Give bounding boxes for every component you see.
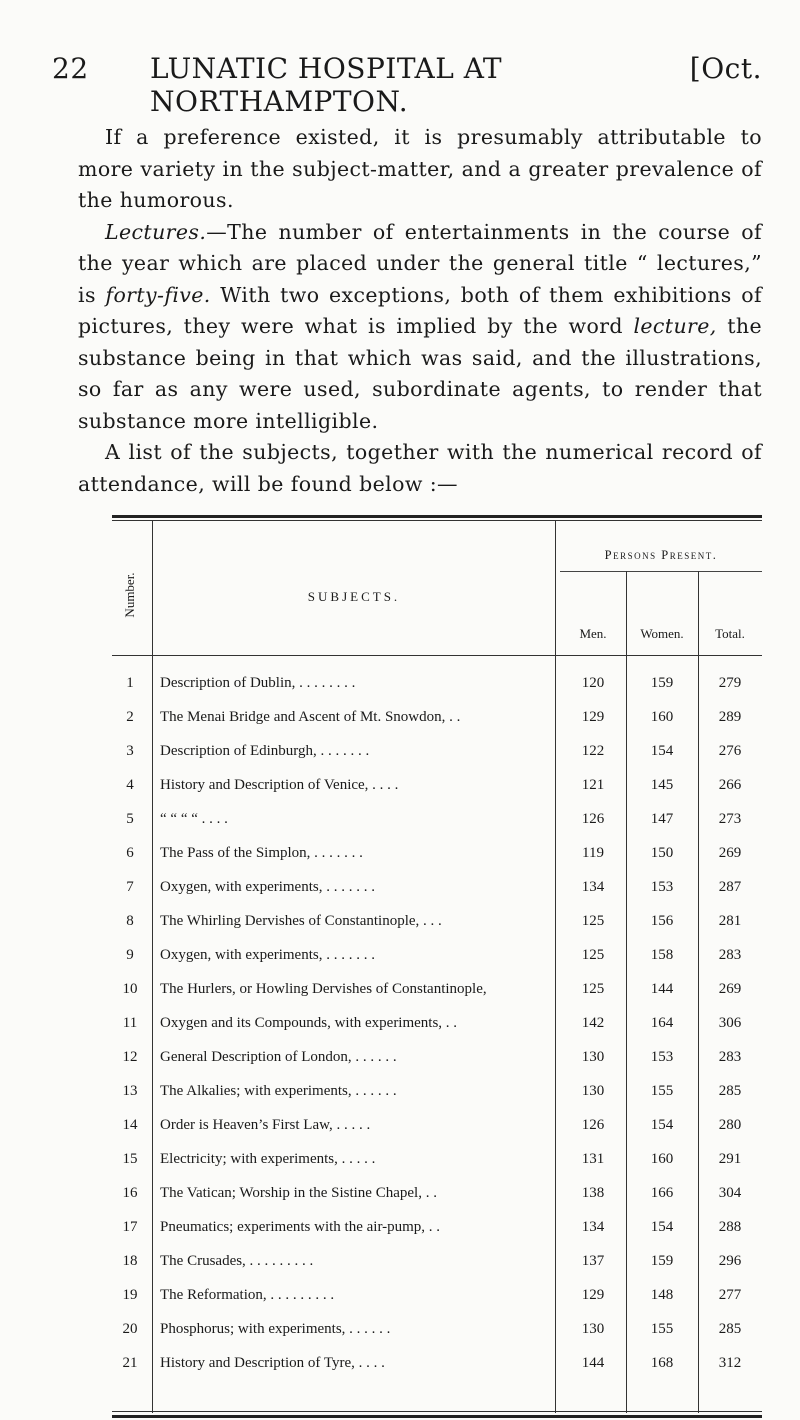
- row-women: 154: [650, 743, 674, 759]
- row-number: 4: [126, 777, 134, 793]
- row-women: 153: [650, 1049, 674, 1065]
- row-women: 160: [650, 709, 674, 725]
- persons-present-header: Persons Present.: [604, 548, 718, 562]
- row-number: 12: [122, 1049, 138, 1065]
- row-men: 138: [581, 1185, 605, 1201]
- row-subject: The Pass of the Simplon, . . . . . . .: [160, 845, 363, 861]
- row-total: 269: [718, 845, 742, 861]
- page-header: [52, 52, 762, 118]
- men-column-header: Men.: [579, 626, 607, 641]
- row-number: 21: [122, 1355, 138, 1371]
- row-number: 18: [122, 1253, 138, 1269]
- lectures-text-b: With two exceptions, both of them exhibitions of pictures, they were what is implied by the word: [78, 282, 763, 338]
- row-total: 279: [718, 675, 742, 691]
- row-women: 154: [650, 1117, 674, 1133]
- paragraph-preference: If a preference existed, it is presumably attributable to more variety in the subject-matter, and a greater prevalence of the humorous.: [78, 125, 762, 212]
- table-row: [112, 769, 762, 803]
- row-number: 1: [126, 675, 134, 691]
- row-women: 153: [650, 879, 674, 895]
- row-women: 148: [650, 1287, 674, 1303]
- row-men: 129: [581, 709, 605, 725]
- lecture-word: lecture,: [633, 314, 717, 338]
- row-subject: Description of Edinburgh, . . . . . . .: [160, 743, 370, 759]
- women-column-header: Women.: [640, 626, 684, 641]
- table-row: [112, 1211, 762, 1245]
- row-women: 154: [650, 1219, 674, 1235]
- row-number: 20: [122, 1321, 138, 1337]
- row-men: 137: [581, 1253, 605, 1269]
- subjects-column-header: SUBJECTS.: [307, 589, 401, 604]
- row-number: 10: [122, 981, 138, 997]
- row-subject: Order is Heaven’s First Law, . . . . .: [160, 1117, 371, 1133]
- row-men: 129: [581, 1287, 605, 1303]
- row-men: 142: [581, 1015, 605, 1031]
- lectures-heading: Lectures.: [105, 219, 207, 244]
- table-bottom-rule: [112, 1415, 762, 1418]
- row-men: 125: [581, 981, 605, 997]
- table-row: [112, 701, 762, 735]
- row-number: 5: [126, 811, 134, 827]
- page-number: 22: [52, 52, 89, 85]
- row-total: 269: [718, 981, 742, 997]
- table-bottom-rule-thin: [112, 1411, 762, 1412]
- table-row: [112, 1347, 762, 1381]
- row-men: 120: [581, 675, 605, 691]
- row-total: 276: [718, 743, 742, 759]
- row-men: 125: [581, 913, 605, 929]
- table-row: [112, 973, 762, 1007]
- running-month: [Oct.: [689, 52, 762, 85]
- paragraph-list-intro: A list of the subjects, together with the numerical record of attendance, will be found below :—: [78, 440, 762, 496]
- table-top-rule: [112, 515, 762, 518]
- table-row: [112, 803, 762, 837]
- row-men: 130: [581, 1049, 605, 1065]
- row-total: 304: [718, 1185, 742, 1201]
- row-men: 121: [581, 777, 605, 793]
- row-subject: History and Description of Venice, . . . .: [160, 777, 399, 793]
- row-men: 122: [581, 743, 605, 759]
- row-subject: The Alkalies; with experiments, . . . . . .: [160, 1083, 397, 1099]
- lectures-count: forty-five.: [105, 282, 211, 307]
- row-total: 283: [718, 947, 742, 963]
- row-women: 145: [650, 777, 674, 793]
- row-total: 291: [718, 1151, 742, 1167]
- number-header-label: Number.: [122, 572, 137, 618]
- row-subject: Pneumatics; experiments with the air-pump, . .: [160, 1219, 441, 1235]
- running-title: LUNATIC HOSPITAL AT NORTHAMPTON.: [150, 52, 503, 118]
- row-number: 9: [126, 947, 134, 963]
- row-total: 281: [718, 913, 742, 929]
- row-subject: Oxygen, with experiments, . . . . . . .: [160, 947, 375, 963]
- row-number: 3: [126, 743, 134, 759]
- row-women: 156: [650, 913, 674, 929]
- table-row: [112, 1109, 762, 1143]
- table-row: [112, 735, 762, 769]
- row-subject: Description of Dublin, . . . . . . . .: [160, 675, 356, 691]
- row-women: 164: [650, 1015, 674, 1031]
- row-women: 155: [650, 1321, 674, 1337]
- row-women: 159: [650, 1253, 674, 1269]
- lectures-text-a: —The number of entertainments in the course of the year which are placed under the general title “ lectures,” is: [78, 219, 762, 307]
- row-subject: The Whirling Dervishes of Constantinople, . . .: [160, 913, 442, 929]
- row-subject: History and Description of Tyre, . . . .: [160, 1355, 385, 1371]
- row-women: 155: [650, 1083, 674, 1099]
- row-number: 16: [122, 1185, 138, 1201]
- row-subject: General Description of London, . . . . . .: [160, 1049, 397, 1065]
- row-number: 2: [126, 709, 134, 725]
- row-men: 130: [581, 1083, 605, 1099]
- table-row: [112, 667, 762, 701]
- row-number: 11: [122, 1015, 138, 1031]
- header-bottom-rule: [112, 655, 762, 656]
- row-total: 285: [718, 1083, 742, 1099]
- row-women: 144: [650, 981, 674, 997]
- row-number: 8: [126, 913, 134, 929]
- row-number: 6: [126, 845, 134, 861]
- row-total: 277: [718, 1287, 742, 1303]
- row-total: 280: [718, 1117, 742, 1133]
- row-number: 13: [122, 1083, 138, 1099]
- row-subject: Electricity; with experiments, . . . . .: [160, 1151, 376, 1167]
- row-men: 126: [581, 1117, 605, 1133]
- row-subject: Oxygen and its Compounds, with experiments, . .: [160, 1015, 458, 1031]
- row-total: 296: [718, 1253, 742, 1269]
- row-men: 125: [581, 947, 605, 963]
- attendance-table: [112, 515, 762, 1420]
- table-row: [112, 1313, 762, 1347]
- row-total: 312: [718, 1355, 742, 1371]
- row-subject: The Menai Bridge and Ascent of Mt. Snowdon, . .: [160, 709, 461, 725]
- row-subject: The Reformation, . . . . . . . . .: [160, 1287, 335, 1303]
- number-column-header: [116, 545, 144, 645]
- row-men: 119: [582, 845, 604, 861]
- row-women: 166: [650, 1185, 674, 1201]
- row-subject: The Crusades, . . . . . . . . .: [160, 1253, 314, 1269]
- table-row: [112, 939, 762, 973]
- table-row: [112, 1177, 762, 1211]
- body-text: [78, 122, 762, 500]
- row-total: 283: [718, 1049, 742, 1065]
- row-number: 15: [122, 1151, 138, 1167]
- row-total: 266: [718, 777, 742, 793]
- table-row: [112, 1041, 762, 1075]
- table-row: [112, 1075, 762, 1109]
- table-row: [112, 1245, 762, 1279]
- row-total: 273: [718, 811, 742, 827]
- row-women: 158: [650, 947, 674, 963]
- row-total: 289: [718, 709, 742, 725]
- row-subject: The Vatican; Worship in the Sistine Chapel, . .: [160, 1185, 437, 1201]
- row-number: 17: [122, 1219, 138, 1235]
- paragraph-lectures: [78, 217, 762, 438]
- table-top-rule-thin: [112, 520, 762, 521]
- row-subject: The Hurlers, or Howling Dervishes of Constantinople,: [160, 981, 487, 997]
- row-number: 19: [122, 1287, 138, 1303]
- row-subject: Oxygen, with experiments, . . . . . . .: [160, 879, 375, 895]
- row-total: 285: [718, 1321, 742, 1337]
- row-women: 150: [650, 845, 674, 861]
- table-row: [112, 1143, 762, 1177]
- row-subject: Phosphorus; with experiments, . . . . . .: [160, 1321, 391, 1337]
- table-row: [112, 837, 762, 871]
- row-women: 147: [650, 811, 674, 827]
- row-men: 131: [581, 1151, 605, 1167]
- row-total: 288: [718, 1219, 742, 1235]
- table-row: [112, 1279, 762, 1313]
- persons-header-rule: [560, 571, 762, 572]
- table-row: [112, 871, 762, 905]
- row-total: 306: [718, 1015, 742, 1031]
- total-column-header: Total.: [715, 626, 745, 641]
- row-men: 130: [581, 1321, 605, 1337]
- row-total: 287: [718, 879, 742, 895]
- row-women: 159: [650, 675, 674, 691]
- table-row: [112, 905, 762, 939]
- row-number: 14: [122, 1117, 138, 1133]
- lectures-text-c: the substance being in that which was said, and the illustrations, so far as any were used, subordinate agents, to render that substance more intelligible.: [78, 314, 762, 433]
- row-men: 134: [581, 879, 605, 895]
- table-row: [112, 1007, 762, 1041]
- row-men: 126: [581, 811, 605, 827]
- row-men: 144: [581, 1355, 605, 1371]
- row-subject: “ “ “ “ . . . .: [160, 811, 228, 827]
- row-women: 160: [650, 1151, 674, 1167]
- row-women: 168: [650, 1355, 674, 1371]
- row-number: 7: [126, 879, 134, 895]
- row-men: 134: [581, 1219, 605, 1235]
